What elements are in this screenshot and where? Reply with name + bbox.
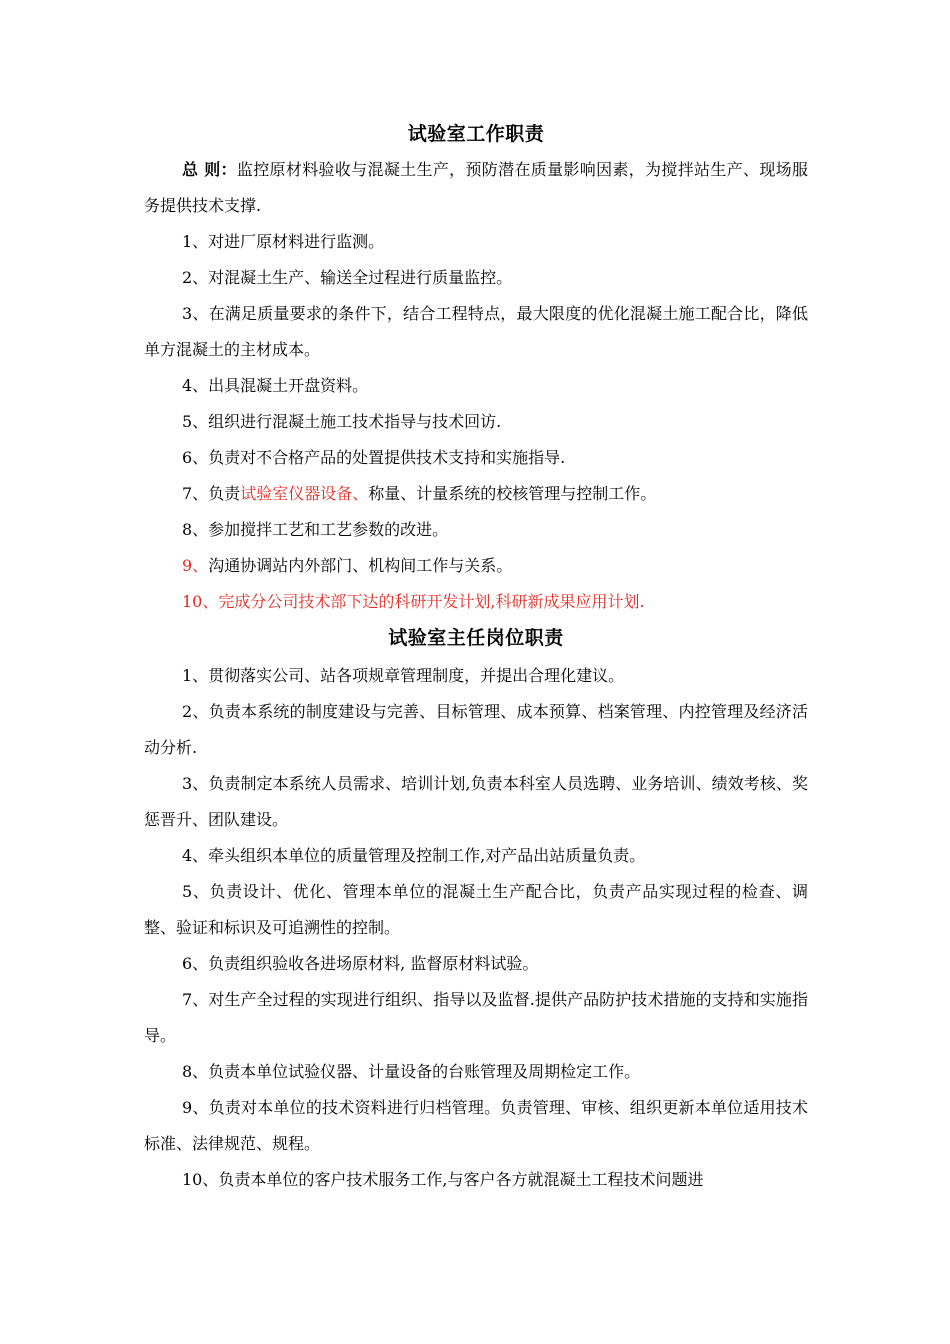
director-duty-item: 8、负责本单位试验仪器、计量设备的台账管理及周期检定工作。 xyxy=(182,1062,641,1081)
item-7-highlight: 试验室仪器设备、 xyxy=(240,484,369,503)
director-duty-item: 4、牵头组织本单位的质量管理及控制工作,对产品出站质量负责。 xyxy=(182,846,646,865)
item-9-text: 沟通协调站内外部门、机构间工作与关系。 xyxy=(208,556,513,575)
item-7-suffix: 称量、计量系统的校核管理与控制工作。 xyxy=(368,484,657,503)
director-duty-item: 6、负责组织验收各进场原材料, 监督原材料试验。 xyxy=(182,954,539,973)
lab-duty-item: 1、对进厂原材料进行监测。 xyxy=(182,232,385,251)
lab-duty-item-10: 10、完成分公司技术部下达的科研开发计划,科研新成果应用计划. xyxy=(182,592,645,611)
lab-duty-item-9 xyxy=(144,548,808,584)
director-duty-item: 3、负责制定本系统人员需求、培训计划,负责本科室人员选聘、业务培训、绩效考核、奖惩晋升、团队建设。 xyxy=(144,774,808,829)
director-duty-item: 7、对生产全过程的实现进行组织、指导以及监督.提供产品防护技术措施的支持和实施指导。 xyxy=(144,990,808,1045)
lab-duty-item-8: 8、参加搅拌工艺和工艺参数的改进。 xyxy=(182,520,449,539)
lab-duty-item-7 xyxy=(144,476,808,512)
general-principle-text: 监控原材料验收与混凝土生产，预防潜在质量影响因素，为搅拌站生产、现场服务提供技术支撑. xyxy=(144,160,808,215)
lab-duty-item: 4、出具混凝土开盘资料。 xyxy=(182,376,369,395)
lab-duty-item: 2、对混凝土生产、输送全过程进行质量监控。 xyxy=(182,268,513,287)
item-7-prefix: 7、负责 xyxy=(182,484,241,503)
lab-duty-item: 5、组织进行混凝土施工技术指导与技术回访. xyxy=(182,412,502,431)
general-principle-paragraph xyxy=(144,152,808,224)
director-duty-item: 5、负责设计、优化、管理本单位的混凝土生产配合比，负责产品实现过程的检查、调整、验证和标识及可追溯性的控制。 xyxy=(144,882,808,937)
lab-duty-item: 3、在满足质量要求的条件下，结合工程特点，最大限度的优化混凝土施工配合比，降低单方混凝土的主材成本。 xyxy=(144,304,808,359)
director-duty-item: 9、负责对本单位的技术资料进行归档管理。负责管理、审核、组织更新本单位适用技术标准、法律规范、规程。 xyxy=(144,1098,808,1153)
section-title-lab-duties: 试验室工作职责 xyxy=(407,123,545,145)
director-duty-item: 2、负责本系统的制度建设与完善、目标管理、成本预算、档案管理、内控管理及经济活动分析. xyxy=(144,702,808,757)
director-duty-item: 10、负责本单位的客户技术服务工作,与客户各方就混凝土工程技术问题进 xyxy=(182,1170,704,1189)
document-page xyxy=(144,116,808,1198)
general-principle-lead: 总 则： xyxy=(182,160,237,179)
section-title-director-duties: 试验室主任岗位职责 xyxy=(388,627,564,649)
item-9-number: 9、 xyxy=(182,556,209,575)
director-duty-item: 1、贯彻落实公司、站各项规章管理制度，并提出合理化建议。 xyxy=(182,666,625,685)
lab-duty-item: 6、负责对不合格产品的处置提供技术支持和实施指导. xyxy=(182,448,566,467)
